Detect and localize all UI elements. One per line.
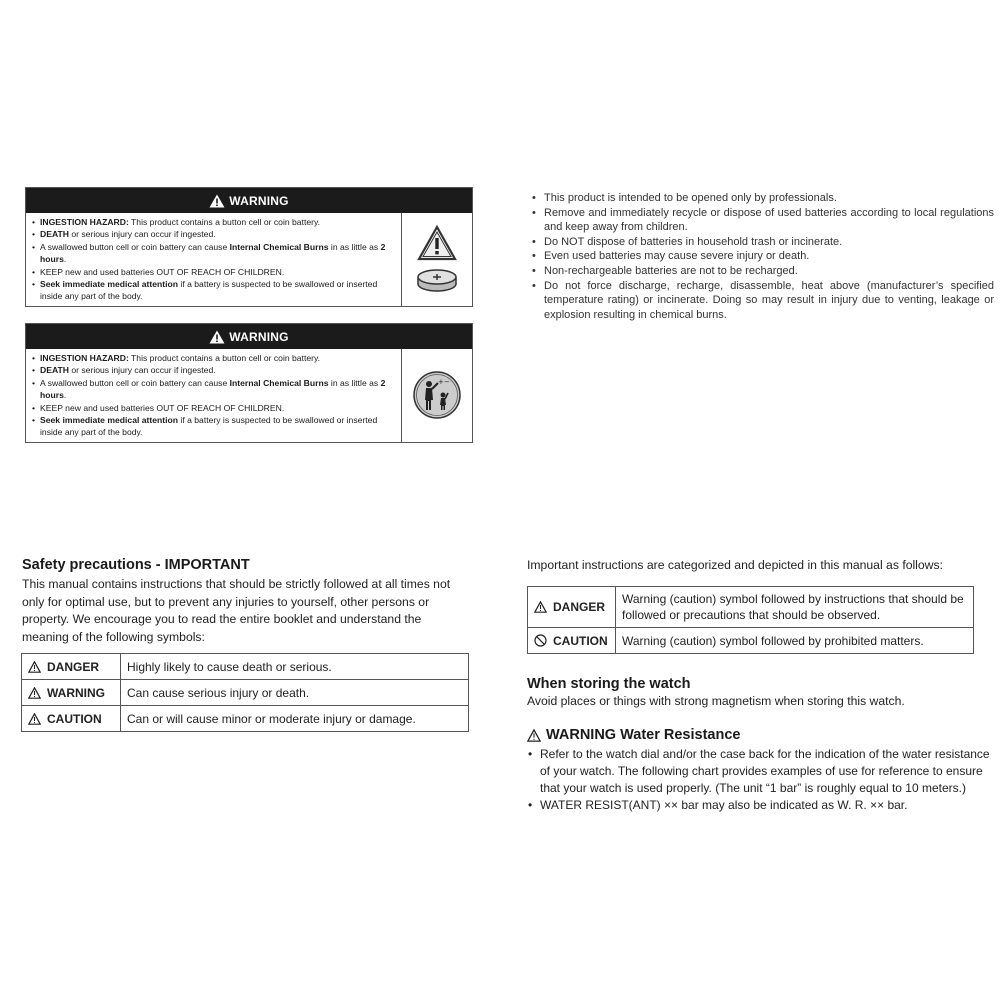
list-item: • Seek immediate medical attention if a battery is suspected to be swallowed or inserted inside any part of the body. — [40, 278, 397, 303]
table-row — [22, 706, 469, 732]
list-item: • INGESTION HAZARD: This product contains a button cell or coin battery. — [40, 216, 397, 228]
category-key: CAUTION — [528, 628, 616, 654]
warning-box-battery — [25, 187, 473, 307]
prohibited-icon — [534, 634, 547, 647]
list-item: • Seek immediate medical attention if a battery is suspected to be swallowed or inserted inside any part of the body. — [40, 414, 397, 439]
table-row — [22, 654, 469, 680]
warning-title: WARNING — [229, 329, 289, 344]
warning-triangle-icon — [209, 194, 225, 208]
list-item: • Refer to the watch dial and/or the case back for the indication of the water resistance of your watch. The following chart provides examples of use for reference to ensure that your watch is used properly. (The unit “1 bar” is roughly equal to 10 meters.) — [540, 746, 990, 797]
storing-text: Avoid places or things with strong magnetism when storing this watch. — [527, 694, 905, 708]
safety-intro: This manual contains instructions that should be strictly followed at all times not only for optimal use, but to prevent any injuries to yourself, other persons or property. We encourage you to read the entire booklet and understand the meaning of the following symbols: — [22, 577, 451, 644]
table-row — [22, 680, 469, 706]
storing-heading: When storing the watch — [527, 676, 691, 692]
water-heading — [527, 727, 740, 743]
list-item: • Do not force discharge, recharge, disassemble, heat above (manufacturer’s specified temperature rating) or incinerate. Doing so may result in injury due to venting, leakage or explosion resulting in chemical burns. — [544, 279, 994, 323]
category-desc: Warning (caution) symbol followed by instructions that should be followed or precautions that should be observed. — [616, 587, 974, 628]
list-item: • DEATH or serious injury can occur if ingested. — [40, 364, 397, 376]
list-item: • A swallowed button cell or coin battery can cause Internal Chemical Burns in as little as 2 hours. — [40, 241, 397, 266]
list-item: • KEEP new and used batteries OUT OF REACH OF CHILDREN. — [40, 402, 397, 414]
warning-triangle-icon — [534, 601, 547, 613]
warning-header — [26, 324, 472, 349]
coin-battery-icon — [416, 269, 458, 293]
warning-box-children — [25, 323, 473, 443]
table-row — [528, 587, 974, 628]
list-item: • Do NOT dispose of batteries in household trash or incinerate. — [544, 235, 994, 250]
list-item: • DEATH or serious injury can occur if ingested. — [40, 228, 397, 240]
list-item: • INGESTION HAZARD: This product contains a button cell or coin battery. — [40, 352, 397, 364]
warning-list — [26, 213, 401, 306]
list-item: • Remove and immediately recycle or dispose of used batteries according to local regulations and keep away from children. — [544, 206, 994, 235]
warning-icons — [401, 213, 472, 306]
warning-list — [26, 349, 401, 442]
battery-instructions-list — [530, 191, 994, 322]
svg-text:+: + — [438, 378, 444, 387]
categories-table — [527, 586, 974, 654]
category-desc: Warning (caution) symbol followed by prohibited matters. — [616, 628, 974, 654]
warning-icons — [401, 349, 472, 442]
table-row — [528, 628, 974, 654]
categories-intro: Important instructions are categorized and depicted in this manual as follows: — [527, 558, 943, 572]
warning-header — [26, 188, 472, 213]
svg-text:−: − — [444, 378, 450, 387]
symbol-key: WARNING — [22, 680, 121, 706]
list-item: • Non-rechargeable batteries are not to be recharged. — [544, 264, 994, 279]
list-item: • Even used batteries may cause severe injury or death. — [544, 249, 994, 264]
symbol-desc: Highly likely to cause death or serious. — [121, 654, 469, 680]
warning-triangle-icon — [28, 713, 41, 725]
safety-heading: Safety precautions - IMPORTANT — [22, 557, 250, 573]
warning-title: WARNING — [229, 193, 289, 208]
list-item: • WATER RESIST(ANT) ×× bar may also be indicated as W. R. ×× bar. — [540, 797, 990, 814]
symbol-key: DANGER — [22, 654, 121, 680]
list-item: • KEEP new and used batteries OUT OF REACH OF CHILDREN. — [40, 266, 397, 278]
warning-triangle-icon — [527, 729, 541, 742]
symbols-table — [21, 653, 469, 732]
warning-triangle-icon — [417, 225, 457, 261]
list-item: • This product is intended to be opened only by professionals. — [544, 191, 994, 206]
category-key: DANGER — [528, 587, 616, 628]
water-list — [527, 746, 990, 814]
keep-away-from-children-icon — [412, 370, 462, 420]
symbol-desc: Can cause serious injury or death. — [121, 680, 469, 706]
warning-triangle-icon — [209, 330, 225, 344]
warning-triangle-icon — [28, 661, 41, 673]
list-item: • A swallowed button cell or coin battery can cause Internal Chemical Burns in as little as 2 hours. — [40, 377, 397, 402]
symbol-key: CAUTION — [22, 706, 121, 732]
water-heading-text: WARNING Water Resistance — [546, 727, 741, 743]
symbol-desc: Can or will cause minor or moderate injury or damage. — [121, 706, 469, 732]
warning-triangle-icon — [28, 687, 41, 699]
